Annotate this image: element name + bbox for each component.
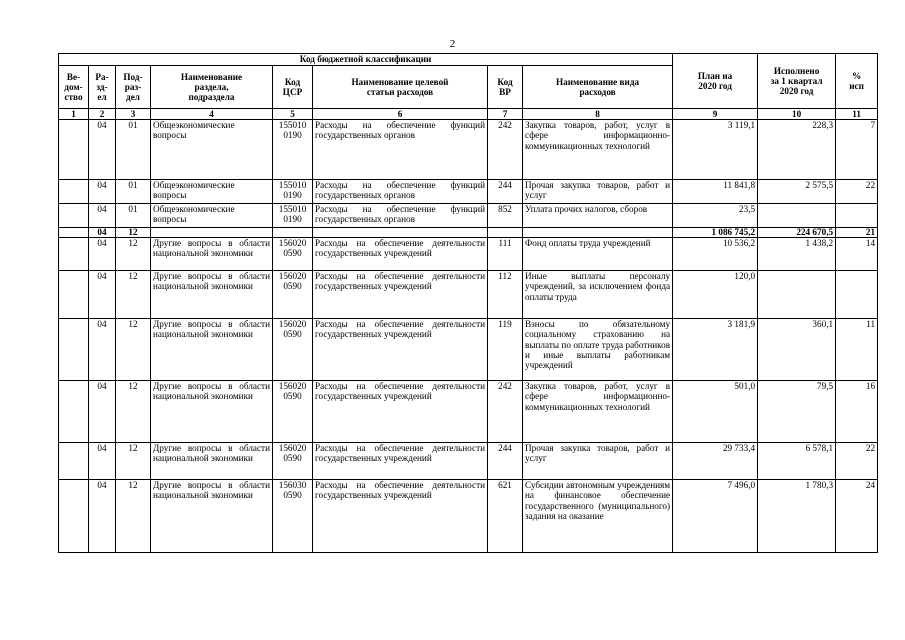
header-col-3: Под- раз- дел [116,66,151,109]
cell-target-code: 155010 0190 [273,180,313,204]
header-col-4: Наименование раздела, подраздела [151,66,273,109]
cell-expense-name: Прочая закупка товаров, работ и услуг [523,443,673,480]
cell-department [59,180,89,204]
cell-expense-code: 242 [488,381,523,443]
header-col-1: Ве- дом- ство [59,66,89,109]
header-col-2: Ра- зд- ел [89,66,116,109]
cell-target-code: 156030 0590 [273,480,313,553]
table-row [59,381,878,443]
cell-percent: 24 [836,480,878,553]
cell-section-name: Общеэкономические вопросы [151,204,273,228]
column-number: 5 [273,109,313,120]
column-number: 3 [116,109,151,120]
table-row [59,204,878,228]
cell-department [59,120,89,180]
cell-plan-2020: 501,0 [673,381,758,443]
page-number: 2 [449,38,456,50]
cell-expense-name: Иные выплаты персоналу учреждений, за исключением фонда оплаты труда [523,271,673,319]
cell-expense-code: 244 [488,443,523,480]
cell-section-name: Другие вопросы в области национальной экономики [151,238,273,271]
cell-department [59,204,89,228]
cell-section-name: Другие вопросы в области национальной экономики [151,443,273,480]
cell-expense-code [488,228,523,238]
cell-expense-code: 852 [488,204,523,228]
cell-target-name: Расходы на обеспечение деятельности государственных учреждений [313,480,488,553]
cell-target-name: Расходы на обеспечение деятельности государственных учреждений [313,271,488,319]
cell-department [59,238,89,271]
cell-executed-q1: 228,3 [758,120,836,180]
cell-expense-name: Субсидии автономным учреждениям на финансовое обеспечение государственного (муниципального) задания на оказание [523,480,673,553]
cell-executed-q1: 1 438,2 [758,238,836,271]
cell-plan-2020: 23,5 [673,204,758,228]
table-row [59,443,878,480]
cell-department [59,480,89,553]
cell-executed-q1: 224 670,5 [758,228,836,238]
column-number: 7 [488,109,523,120]
cell-subsection: 01 [116,120,151,180]
table-row [59,271,878,319]
column-number: 6 [313,109,488,120]
cell-plan-2020: 10 536,2 [673,238,758,271]
cell-executed-q1 [758,271,836,319]
header-col-6: Наименование целевой статьи расходов [313,66,488,109]
table-row [59,120,878,180]
header-budget-code-group: Код бюджетной классификации [59,54,673,66]
cell-subsection: 12 [116,228,151,238]
cell-plan-2020: 3 181,9 [673,319,758,381]
cell-executed-q1: 79,5 [758,381,836,443]
cell-plan-2020: 11 841,8 [673,180,758,204]
cell-subsection: 12 [116,271,151,319]
cell-section: 04 [89,180,116,204]
cell-subsection: 12 [116,443,151,480]
cell-subsection: 01 [116,204,151,228]
column-number: 8 [523,109,673,120]
cell-section: 04 [89,120,116,180]
cell-target-code: 155010 0190 [273,204,313,228]
cell-subsection: 12 [116,238,151,271]
cell-executed-q1 [758,204,836,228]
cell-plan-2020: 1 086 745,2 [673,228,758,238]
cell-expense-code: 111 [488,238,523,271]
cell-plan-2020: 29 733,4 [673,443,758,480]
cell-plan-2020: 7 496,0 [673,480,758,553]
table-row [59,238,878,271]
cell-expense-name: Взносы по обязательному социальному страхованию на выплаты по оплате труда работников и иные выплаты работникам учреждений [523,319,673,381]
header-col-7: Код ВР [488,66,523,109]
cell-target-name: Расходы на обеспечение деятельности государственных учреждений [313,319,488,381]
cell-section: 04 [89,204,116,228]
table-row [59,319,878,381]
cell-section-name: Общеэкономические вопросы [151,180,273,204]
cell-target-code: 156020 0590 [273,238,313,271]
cell-department [59,381,89,443]
cell-section: 04 [89,443,116,480]
cell-section-name: Другие вопросы в области национальной экономики [151,319,273,381]
cell-target-name [313,228,488,238]
cell-expense-name [523,228,673,238]
cell-section: 04 [89,381,116,443]
cell-percent: 11 [836,319,878,381]
cell-department [59,271,89,319]
header-col-10: Исполнено за 1 квартал 2020 год [758,54,836,109]
cell-executed-q1: 2 575,5 [758,180,836,204]
table-row [59,180,878,204]
header-col-11: % исп [836,54,878,109]
cell-percent: 14 [836,238,878,271]
cell-section-name: Другие вопросы в области национальной экономики [151,271,273,319]
column-number: 4 [151,109,273,120]
cell-department [59,228,89,238]
cell-subsection: 01 [116,180,151,204]
budget-execution-table [58,53,878,553]
cell-section-name: Общеэкономические вопросы [151,120,273,180]
cell-target-code: 156020 0590 [273,381,313,443]
cell-target-code: 155010 0190 [273,120,313,180]
cell-percent: 7 [836,120,878,180]
cell-percent: 16 [836,381,878,443]
cell-percent [836,271,878,319]
cell-section: 04 [89,319,116,381]
cell-section-name: Другие вопросы в области национальной экономики [151,381,273,443]
cell-section-name: Другие вопросы в области национальной экономики [151,480,273,553]
cell-department [59,319,89,381]
cell-section: 04 [89,238,116,271]
table-body [59,120,878,553]
cell-percent [836,204,878,228]
cell-target-code [273,228,313,238]
column-number: 9 [673,109,758,120]
cell-executed-q1: 1 780,3 [758,480,836,553]
column-number: 1 [59,109,89,120]
cell-expense-name: Закупка товаров, работ, услуг в сфере информационно-коммуникационных технологий [523,120,673,180]
cell-percent: 22 [836,443,878,480]
cell-target-name: Расходы на обеспечение функций государственных органов [313,120,488,180]
cell-target-code: 156020 0590 [273,319,313,381]
column-number: 10 [758,109,836,120]
column-number: 11 [836,109,878,120]
cell-section: 04 [89,271,116,319]
cell-target-name: Расходы на обеспечение деятельности государственных учреждений [313,443,488,480]
cell-plan-2020: 3 119,1 [673,120,758,180]
cell-expense-code: 244 [488,180,523,204]
table-row [59,480,878,553]
cell-plan-2020: 120,0 [673,271,758,319]
cell-percent: 21 [836,228,878,238]
cell-executed-q1: 6 578,1 [758,443,836,480]
cell-expense-name: Прочая закупка товаров, работ и услуг [523,180,673,204]
header-col-8: Наименование вида расходов [523,66,673,109]
column-number-row [59,109,878,120]
cell-department [59,443,89,480]
cell-target-code: 156020 0590 [273,443,313,480]
cell-target-code: 156020 0590 [273,271,313,319]
cell-expense-code: 242 [488,120,523,180]
cell-section-name [151,228,273,238]
cell-expense-name: Уплата прочих налогов, сборов [523,204,673,228]
cell-executed-q1: 360,1 [758,319,836,381]
cell-expense-name: Фонд оплаты труда учреждений [523,238,673,271]
cell-expense-name: Закупка товаров, работ, услуг в сфере информационно-коммуникационных технологий [523,381,673,443]
cell-expense-code: 119 [488,319,523,381]
cell-subsection: 12 [116,381,151,443]
header-col-9: План на 2020 год [673,54,758,109]
column-number: 2 [89,109,116,120]
cell-subsection: 12 [116,480,151,553]
cell-expense-code: 112 [488,271,523,319]
cell-section: 04 [89,480,116,553]
cell-subsection: 12 [116,319,151,381]
cell-target-name: Расходы на обеспечение функций государственных органов [313,204,488,228]
cell-percent: 22 [836,180,878,204]
cell-section: 04 [89,228,116,238]
cell-target-name: Расходы на обеспечение деятельности государственных учреждений [313,238,488,271]
table-row-total [59,228,878,238]
header-col-5: Код ЦСР [273,66,313,109]
cell-expense-code: 621 [488,480,523,553]
cell-target-name: Расходы на обеспечение функций государственных органов [313,180,488,204]
cell-target-name: Расходы на обеспечение деятельности государственных учреждений [313,381,488,443]
